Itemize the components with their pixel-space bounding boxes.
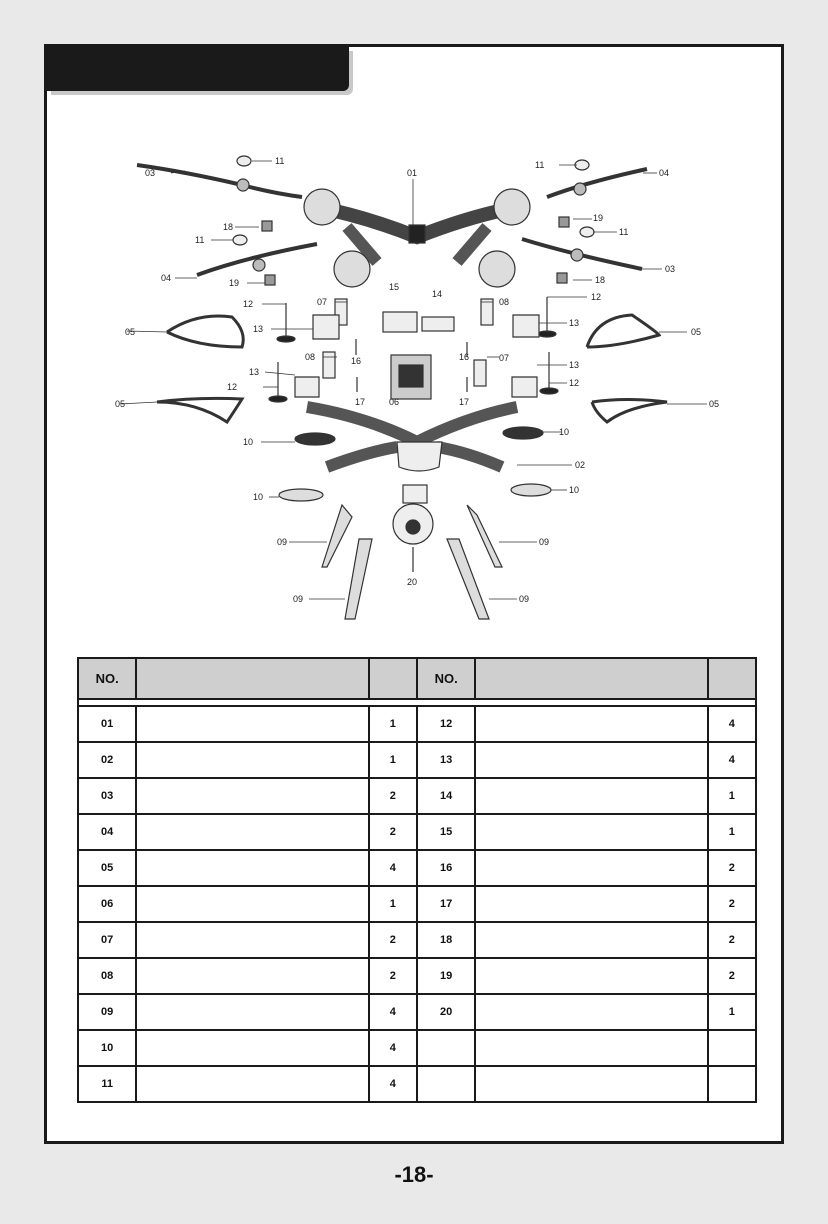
callout-17: 17 — [355, 397, 366, 407]
callout-14: 14 — [432, 289, 443, 299]
exploded-view-svg — [47, 47, 781, 647]
propeller — [547, 169, 647, 197]
part-qty-left: 4 — [369, 850, 417, 886]
table-row — [78, 850, 756, 886]
callout-10: 10 — [569, 485, 580, 495]
propeller-guard — [587, 315, 659, 347]
part-qty-left: 4 — [369, 994, 417, 1030]
callout-09: 09 — [539, 537, 550, 547]
bottom-shell — [307, 407, 517, 442]
table-row — [78, 958, 756, 994]
header-name-left — [136, 658, 368, 699]
part-qty-left: 2 — [369, 814, 417, 850]
part-name-left — [136, 994, 368, 1030]
callout-19: 19 — [229, 278, 240, 288]
header-qty-left — [369, 658, 417, 699]
landing-leg — [322, 505, 352, 567]
motor-housing — [494, 189, 530, 225]
part-name-right — [475, 778, 707, 814]
part-name-right — [475, 994, 707, 1030]
part-number-right: 15 — [417, 814, 475, 850]
callout-12: 12 — [591, 292, 602, 302]
motor-housing — [479, 251, 515, 287]
part-number-left: 02 — [78, 742, 136, 778]
part-number-left: 06 — [78, 886, 136, 922]
propeller-guard — [167, 316, 243, 347]
part-qty-right: 1 — [708, 814, 756, 850]
table-row — [78, 922, 756, 958]
callout-13: 13 — [249, 367, 260, 377]
callout-09: 09 — [293, 594, 304, 604]
part-name-right — [475, 1030, 707, 1066]
part-name-right — [475, 706, 707, 742]
callout-19: 19 — [593, 213, 604, 223]
motor — [481, 299, 493, 325]
part-name-right — [475, 1066, 707, 1102]
callout-18: 18 — [223, 222, 234, 232]
part-qty-right: 2 — [708, 958, 756, 994]
part-name-right — [475, 922, 707, 958]
manual-page-frame — [44, 44, 784, 1144]
propeller-guard — [592, 400, 667, 423]
callout-05: 05 — [691, 327, 702, 337]
header-no-right: NO. — [417, 658, 475, 699]
header-name-right — [475, 658, 707, 699]
part-name-left — [136, 778, 368, 814]
part-name-right — [475, 958, 707, 994]
table-row — [78, 814, 756, 850]
part-number-left: 09 — [78, 994, 136, 1030]
part-qty-right — [708, 1066, 756, 1102]
callout-01: 01 — [407, 168, 418, 178]
part-number-right — [417, 1030, 475, 1066]
part-name-left — [136, 814, 368, 850]
part-number-right: 14 — [417, 778, 475, 814]
header-no-left: NO. — [78, 658, 136, 699]
part-number-left: 01 — [78, 706, 136, 742]
part-number-right — [417, 1066, 475, 1102]
part-number-right: 20 — [417, 994, 475, 1030]
table-header-row — [78, 658, 756, 699]
callout-03: 03 — [145, 168, 156, 178]
callout-04: 04 — [659, 168, 670, 178]
part-qty-left: 1 — [369, 706, 417, 742]
callout-05: 05 — [709, 399, 720, 409]
parts-list-table — [77, 657, 757, 1103]
part-number-left: 07 — [78, 922, 136, 958]
landing-leg — [447, 539, 489, 619]
callout-09: 09 — [277, 537, 288, 547]
callout-17: 17 — [459, 397, 470, 407]
propeller-guard — [157, 398, 242, 422]
part-qty-left: 2 — [369, 958, 417, 994]
callout-09: 09 — [519, 594, 530, 604]
callout-10: 10 — [253, 492, 264, 502]
callout-07: 07 — [499, 353, 510, 363]
callout-10: 10 — [243, 437, 254, 447]
motor — [474, 360, 486, 386]
part-number-right: 17 — [417, 886, 475, 922]
receiver-board — [383, 312, 417, 332]
callout-08: 08 — [499, 297, 510, 307]
part-name-left — [136, 922, 368, 958]
motor-housing — [334, 251, 370, 287]
exploded-parts-diagram — [47, 47, 781, 647]
callout-04: 04 — [161, 273, 172, 283]
callout-11: 11 — [535, 160, 545, 170]
part-number-right: 18 — [417, 922, 475, 958]
part-name-left — [136, 1066, 368, 1102]
part-number-left: 03 — [78, 778, 136, 814]
callout-16: 16 — [459, 352, 470, 362]
table-row — [78, 994, 756, 1030]
part-number-right: 13 — [417, 742, 475, 778]
callout-20: 20 — [407, 577, 418, 587]
page-number: -18- — [394, 1162, 434, 1187]
landing-leg — [345, 539, 372, 619]
table-row — [78, 1066, 756, 1102]
part-number-left: 05 — [78, 850, 136, 886]
part-qty-left: 2 — [369, 778, 417, 814]
callout-05: 05 — [115, 399, 126, 409]
part-qty-right: 1 — [708, 778, 756, 814]
motor-housing — [304, 189, 340, 225]
table-row — [78, 1030, 756, 1066]
led-cover — [279, 489, 323, 501]
part-qty-right: 2 — [708, 850, 756, 886]
callout-02: 02 — [575, 460, 586, 470]
part-name-left — [136, 706, 368, 742]
callout-06: 06 — [389, 397, 400, 407]
table-row — [78, 886, 756, 922]
callout-12: 12 — [243, 299, 254, 309]
part-name-left — [136, 886, 368, 922]
part-name-right — [475, 850, 707, 886]
part-name-right — [475, 886, 707, 922]
callout-12: 12 — [569, 378, 580, 388]
part-number-right: 19 — [417, 958, 475, 994]
control-board — [422, 317, 454, 331]
part-qty-left: 1 — [369, 742, 417, 778]
callout-07: 07 — [317, 297, 328, 307]
part-number-left: 04 — [78, 814, 136, 850]
propeller — [137, 165, 302, 197]
part-number-left: 08 — [78, 958, 136, 994]
part-name-left — [136, 958, 368, 994]
callout-05: 05 — [125, 327, 136, 337]
callout-11: 11 — [275, 156, 285, 166]
part-number-left: 10 — [78, 1030, 136, 1066]
table-row — [78, 742, 756, 778]
callout-13: 13 — [569, 318, 580, 328]
part-name-right — [475, 742, 707, 778]
part-qty-right: 4 — [708, 742, 756, 778]
led-cover — [511, 484, 551, 496]
motor — [323, 352, 335, 378]
led-cover — [503, 427, 543, 439]
part-qty-left: 2 — [369, 922, 417, 958]
callout-10: 10 — [559, 427, 570, 437]
part-name-left — [136, 850, 368, 886]
callout-08: 08 — [305, 352, 316, 362]
part-qty-right: 2 — [708, 922, 756, 958]
header-qty-right — [708, 658, 756, 699]
table-row — [78, 778, 756, 814]
camera-mount — [403, 485, 427, 503]
parts-table-body — [78, 699, 756, 1102]
part-name-right — [475, 814, 707, 850]
part-name-left — [136, 1030, 368, 1066]
landing-leg — [467, 505, 502, 567]
part-qty-right: 1 — [708, 994, 756, 1030]
part-qty-right — [708, 1030, 756, 1066]
callout-15: 15 — [389, 282, 400, 292]
callout-11: 11 — [619, 227, 629, 237]
part-number-left: 11 — [78, 1066, 136, 1102]
callout-16: 16 — [351, 356, 362, 366]
table-row — [78, 706, 756, 742]
callout-13: 13 — [569, 360, 580, 370]
part-qty-left: 1 — [369, 886, 417, 922]
callout-12: 12 — [227, 382, 238, 392]
part-number-right: 12 — [417, 706, 475, 742]
callout-13: 13 — [253, 324, 264, 334]
part-qty-right: 2 — [708, 886, 756, 922]
part-name-left — [136, 742, 368, 778]
led-cover — [295, 433, 335, 445]
callout-11: 11 — [195, 235, 205, 245]
callout-18: 18 — [595, 275, 606, 285]
callout-03: 03 — [665, 264, 676, 274]
part-qty-left: 4 — [369, 1030, 417, 1066]
part-qty-right: 4 — [708, 706, 756, 742]
part-number-right: 16 — [417, 850, 475, 886]
part-qty-left: 4 — [369, 1066, 417, 1102]
